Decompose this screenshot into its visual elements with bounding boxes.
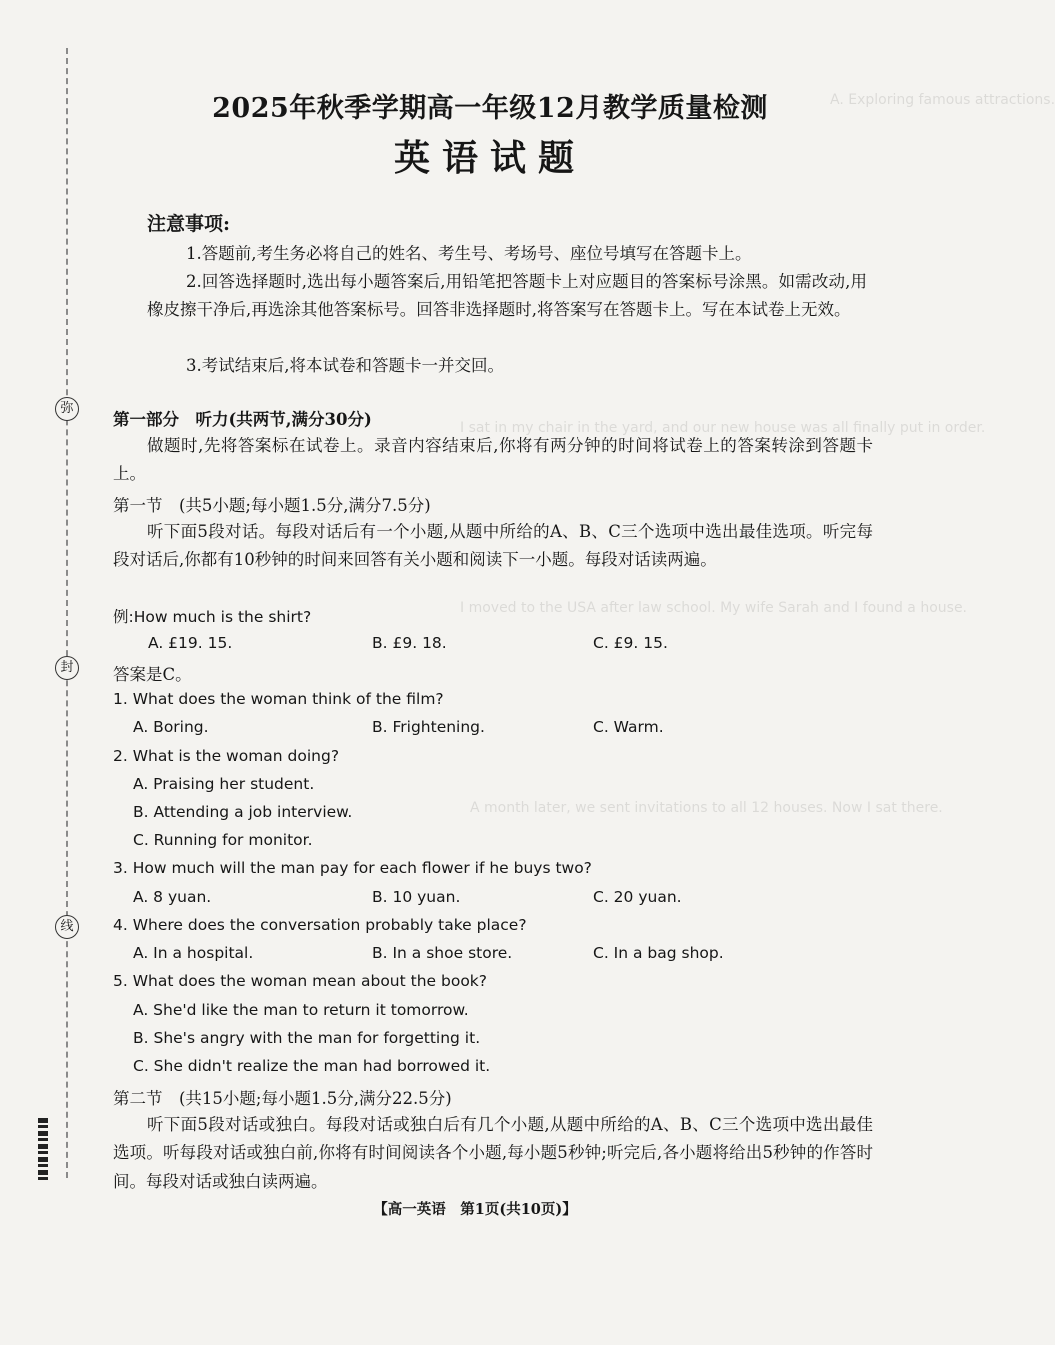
page-footer: 【高一英语 第1页(共10页)】 <box>373 1201 577 1218</box>
part1-intro: 做题时,先将答案标在试卷上。录音内容结束后,你将有两分钟的时间将试卷上的答案转涂到答题卡上。 <box>113 436 873 484</box>
binding-mark-seal: 封 <box>55 656 79 680</box>
example-question: 例:How much is the shirt? <box>113 608 312 626</box>
section2-heading: 第二节 (共15小题;每小题1.5分,满分22.5分) <box>113 1089 452 1108</box>
question-3: 3. How much will the man pay for each flower if he buys two? <box>113 859 592 877</box>
question-2: 2. What is the woman doing? <box>113 747 340 765</box>
q4-option-c: C. In a bag shop. <box>593 944 724 962</box>
question-4: 4. Where does the conversation probably take place? <box>113 916 527 934</box>
q5-option-b: B. She's angry with the man for forgetting it. <box>133 1029 481 1047</box>
part1-heading: 第一部分 听力(共两节,满分30分) <box>113 410 372 429</box>
section1-heading: 第一节 (共5小题;每小题1.5分,满分7.5分) <box>113 496 431 515</box>
q2-option-b: B. Attending a job interview. <box>133 803 353 821</box>
q1-option-c: C. Warm. <box>593 718 664 736</box>
binding-mark-line: 线 <box>55 915 79 939</box>
q3-option-c: C. 20 yuan. <box>593 888 682 906</box>
q4-option-b: B. In a shoe store. <box>372 944 513 962</box>
q1-option-a: A. Boring. <box>133 718 209 736</box>
question-5: 5. What does the woman mean about the book? <box>113 972 488 990</box>
example-option-a: A. £19. 15. <box>148 634 233 652</box>
notice-item-1: 1.答题前,考生务必将自己的姓名、考生号、考场号、座位号填写在答题卡上。 <box>186 244 752 263</box>
section1-intro: 听下面5段对话。每段对话后有一个小题,从题中所给的A、B、C三个选项中选出最佳选项。听完每段对话后,你都有10秒钟的时间来回答有关小题和阅读下一小题。每段对话读两遍。 <box>113 522 873 570</box>
q5-option-c: C. She didn't realize the man had borrowed it. <box>133 1057 491 1075</box>
bleed-through-text: I moved to the USA after law school. My wife Sarah and I found a house. <box>460 600 968 616</box>
notice-item-2: 2.回答选择题时,选出每小题答案后,用铅笔把答题卡上对应题目的答案标号涂黑。如需改动,用橡皮擦干净后,再选涂其他答案标号。回答非选择题时,将答案写在答题卡上。写在本试卷上无效。 <box>147 272 867 320</box>
barcode-stamp <box>38 1118 48 1180</box>
example-option-c: C. £9. 15. <box>593 634 668 652</box>
question-1: 1. What does the woman think of the film? <box>113 690 444 708</box>
notice-heading: 注意事项: <box>147 213 231 235</box>
binding-mark-seal: 弥 <box>55 397 79 421</box>
notice-item-3: 3.考试结束后,将本试卷和答题卡一并交回。 <box>186 356 504 375</box>
q3-option-a: A. 8 yuan. <box>133 888 212 906</box>
example-option-b: B. £9. 18. <box>372 634 447 652</box>
q1-option-b: B. Frightening. <box>372 718 485 736</box>
example-answer: 答案是C。 <box>113 665 192 684</box>
section2-intro: 听下面5段对话或独白。每段对话或独白后有几个小题,从题中所给的A、B、C三个选项中选出最佳选项。听每段对话或独白前,你将有时间阅读各个小题,每小题5秒钟;听完后,各小题将给出5秒钟的作答时间。每段对话或独白读两遍。 <box>113 1115 873 1191</box>
q3-option-b: B. 10 yuan. <box>372 888 461 906</box>
q5-option-a: A. She'd like the man to return it tomorrow. <box>133 1001 469 1019</box>
q4-option-a: A. In a hospital. <box>133 944 254 962</box>
exam-title: 2025年秋季学期高一年级12月教学质量检测 <box>212 93 768 124</box>
bleed-through-text: A month later, we sent invitations to all 12 houses. Now I sat there. <box>470 800 943 816</box>
exam-subject-title: 英语试题 <box>393 137 586 179</box>
bleed-through-text: I sat in my chair in the yard, and our new house was all finally put in order. <box>460 420 986 436</box>
bleed-through-text: A. Exploring famous attractions. <box>830 92 1055 108</box>
binding-dashed-line <box>66 48 68 1178</box>
q2-option-a: A. Praising her student. <box>133 775 315 793</box>
q2-option-c: C. Running for monitor. <box>133 831 313 849</box>
